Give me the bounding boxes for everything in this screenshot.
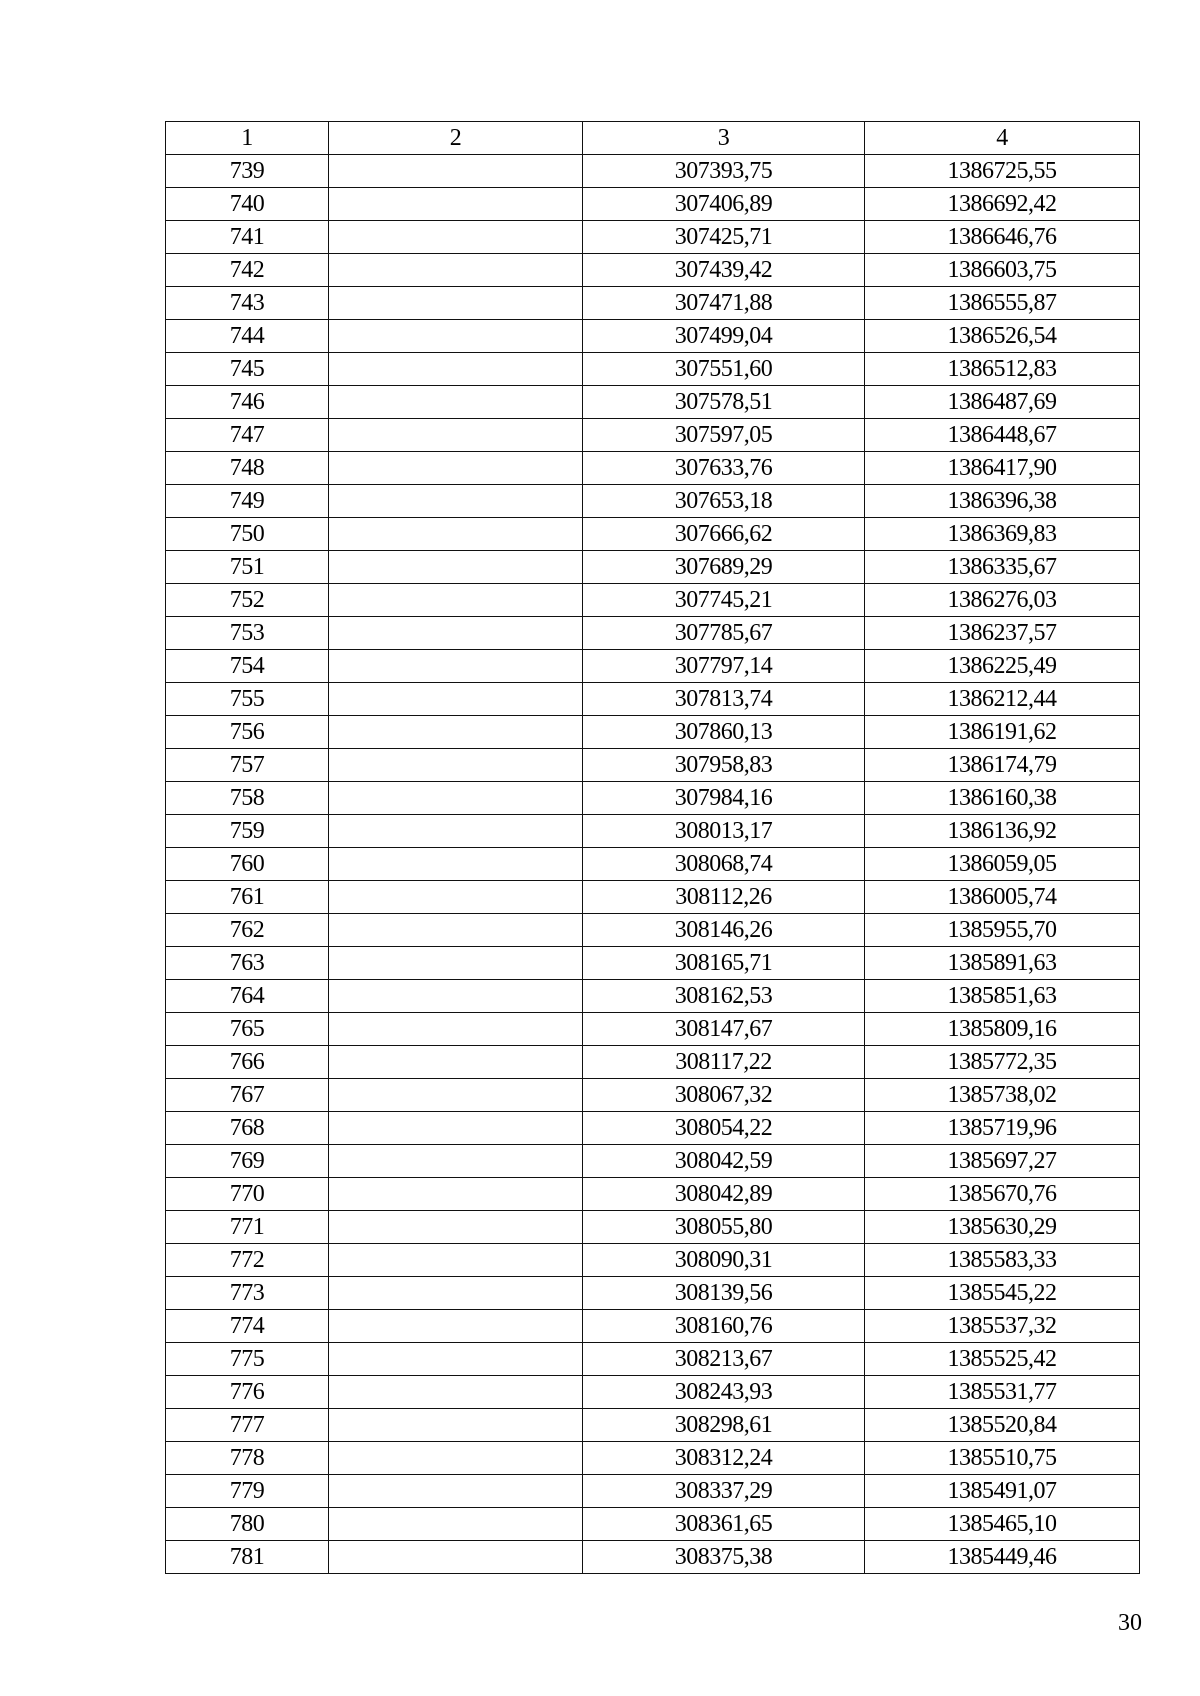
x-coordinate-cell: 308139,56 [583, 1277, 865, 1310]
y-coordinate-cell: 1385719,96 [865, 1112, 1140, 1145]
y-coordinate-cell: 1385545,22 [865, 1277, 1140, 1310]
y-coordinate-cell: 1386487,69 [865, 386, 1140, 419]
x-coordinate-cell: 307633,76 [583, 452, 865, 485]
x-coordinate-cell: 308013,17 [583, 815, 865, 848]
column-2-cell [329, 155, 583, 188]
x-coordinate-cell: 307578,51 [583, 386, 865, 419]
x-coordinate-cell: 307551,60 [583, 353, 865, 386]
point-number-cell: 751 [166, 551, 329, 584]
page-number: 30 [1118, 1610, 1142, 1636]
column-2-cell [329, 1541, 583, 1574]
y-coordinate-cell: 1385630,29 [865, 1211, 1140, 1244]
table-row [166, 1376, 1140, 1409]
table-row [166, 1178, 1140, 1211]
y-coordinate-cell: 1385465,10 [865, 1508, 1140, 1541]
y-coordinate-cell: 1386059,05 [865, 848, 1140, 881]
x-coordinate-cell: 308337,29 [583, 1475, 865, 1508]
column-2-cell [329, 1409, 583, 1442]
table-row [166, 452, 1140, 485]
x-coordinate-cell: 308213,67 [583, 1343, 865, 1376]
x-coordinate-cell: 307406,89 [583, 188, 865, 221]
point-number-cell: 779 [166, 1475, 329, 1508]
table-row [166, 881, 1140, 914]
coordinates-table [165, 121, 1140, 1574]
table-row [166, 518, 1140, 551]
y-coordinate-cell: 1386369,83 [865, 518, 1140, 551]
table-row [166, 485, 1140, 518]
point-number-cell: 742 [166, 254, 329, 287]
y-coordinate-cell: 1386692,42 [865, 188, 1140, 221]
x-coordinate-cell: 307797,14 [583, 650, 865, 683]
column-2-cell [329, 716, 583, 749]
x-coordinate-cell: 308312,24 [583, 1442, 865, 1475]
y-coordinate-cell: 1386005,74 [865, 881, 1140, 914]
x-coordinate-cell: 308068,74 [583, 848, 865, 881]
x-coordinate-cell: 308361,65 [583, 1508, 865, 1541]
y-coordinate-cell: 1386174,79 [865, 749, 1140, 782]
point-number-cell: 755 [166, 683, 329, 716]
point-number-cell: 746 [166, 386, 329, 419]
column-2-cell [329, 782, 583, 815]
table-row [166, 1475, 1140, 1508]
column-2-cell [329, 254, 583, 287]
column-2-cell [329, 1013, 583, 1046]
x-coordinate-cell: 308147,67 [583, 1013, 865, 1046]
table-row [166, 914, 1140, 947]
table-row [166, 1079, 1140, 1112]
y-coordinate-cell: 1386396,38 [865, 485, 1140, 518]
y-coordinate-cell: 1386225,49 [865, 650, 1140, 683]
point-number-cell: 764 [166, 980, 329, 1013]
column-2-cell [329, 815, 583, 848]
point-number-cell: 767 [166, 1079, 329, 1112]
point-number-cell: 744 [166, 320, 329, 353]
column-2-cell [329, 683, 583, 716]
y-coordinate-cell: 1386191,62 [865, 716, 1140, 749]
table-row [166, 1310, 1140, 1343]
y-coordinate-cell: 1386646,76 [865, 221, 1140, 254]
table-body [166, 155, 1140, 1574]
column-2-cell [329, 320, 583, 353]
y-coordinate-cell: 1385697,27 [865, 1145, 1140, 1178]
point-number-cell: 741 [166, 221, 329, 254]
x-coordinate-cell: 308162,53 [583, 980, 865, 1013]
y-coordinate-cell: 1385537,32 [865, 1310, 1140, 1343]
x-coordinate-cell: 307499,04 [583, 320, 865, 353]
point-number-cell: 747 [166, 419, 329, 452]
column-2-cell [329, 287, 583, 320]
point-number-cell: 743 [166, 287, 329, 320]
x-coordinate-cell: 308165,71 [583, 947, 865, 980]
column-2-cell [329, 188, 583, 221]
x-coordinate-cell: 308112,26 [583, 881, 865, 914]
x-coordinate-cell: 307653,18 [583, 485, 865, 518]
table-row [166, 683, 1140, 716]
column-2-cell [329, 1244, 583, 1277]
column-2-cell [329, 914, 583, 947]
point-number-cell: 753 [166, 617, 329, 650]
y-coordinate-cell: 1385670,76 [865, 1178, 1140, 1211]
point-number-cell: 752 [166, 584, 329, 617]
column-2-cell [329, 1046, 583, 1079]
point-number-cell: 745 [166, 353, 329, 386]
column-header-2: 2 [329, 122, 583, 155]
x-coordinate-cell: 308090,31 [583, 1244, 865, 1277]
column-header-1: 1 [166, 122, 329, 155]
y-coordinate-cell: 1386212,44 [865, 683, 1140, 716]
point-number-cell: 781 [166, 1541, 329, 1574]
column-2-cell [329, 1508, 583, 1541]
point-number-cell: 770 [166, 1178, 329, 1211]
column-2-cell [329, 353, 583, 386]
table-row [166, 551, 1140, 584]
table-row [166, 1013, 1140, 1046]
table-row [166, 980, 1140, 1013]
y-coordinate-cell: 1385583,33 [865, 1244, 1140, 1277]
y-coordinate-cell: 1385449,46 [865, 1541, 1140, 1574]
column-2-cell [329, 1475, 583, 1508]
y-coordinate-cell: 1385891,63 [865, 947, 1140, 980]
x-coordinate-cell: 307666,62 [583, 518, 865, 551]
y-coordinate-cell: 1385738,02 [865, 1079, 1140, 1112]
x-coordinate-cell: 308042,59 [583, 1145, 865, 1178]
x-coordinate-cell: 308055,80 [583, 1211, 865, 1244]
y-coordinate-cell: 1386512,83 [865, 353, 1140, 386]
table-row [166, 155, 1140, 188]
y-coordinate-cell: 1385809,16 [865, 1013, 1140, 1046]
column-2-cell [329, 1376, 583, 1409]
point-number-cell: 754 [166, 650, 329, 683]
x-coordinate-cell: 308160,76 [583, 1310, 865, 1343]
y-coordinate-cell: 1386448,67 [865, 419, 1140, 452]
point-number-cell: 771 [166, 1211, 329, 1244]
column-2-cell [329, 1079, 583, 1112]
point-number-cell: 773 [166, 1277, 329, 1310]
table-row [166, 1244, 1140, 1277]
x-coordinate-cell: 307471,88 [583, 287, 865, 320]
column-2-cell [329, 848, 583, 881]
table-row [166, 1046, 1140, 1079]
point-number-cell: 761 [166, 881, 329, 914]
point-number-cell: 749 [166, 485, 329, 518]
column-header-4: 4 [865, 122, 1140, 155]
table-row [166, 1211, 1140, 1244]
y-coordinate-cell: 1386555,87 [865, 287, 1140, 320]
table-row [166, 782, 1140, 815]
x-coordinate-cell: 308117,22 [583, 1046, 865, 1079]
column-2-cell [329, 947, 583, 980]
table-row [166, 584, 1140, 617]
y-coordinate-cell: 1385491,07 [865, 1475, 1140, 1508]
table-row [166, 1145, 1140, 1178]
column-2-cell [329, 881, 583, 914]
x-coordinate-cell: 307813,74 [583, 683, 865, 716]
header-row [166, 122, 1140, 155]
x-coordinate-cell: 307439,42 [583, 254, 865, 287]
point-number-cell: 776 [166, 1376, 329, 1409]
x-coordinate-cell: 307425,71 [583, 221, 865, 254]
x-coordinate-cell: 308243,93 [583, 1376, 865, 1409]
table-row [166, 650, 1140, 683]
table-row [166, 947, 1140, 980]
point-number-cell: 748 [166, 452, 329, 485]
y-coordinate-cell: 1386136,92 [865, 815, 1140, 848]
point-number-cell: 772 [166, 1244, 329, 1277]
point-number-cell: 780 [166, 1508, 329, 1541]
column-2-cell [329, 617, 583, 650]
column-2-cell [329, 1277, 583, 1310]
column-2-cell [329, 1343, 583, 1376]
table-row [166, 419, 1140, 452]
column-2-cell [329, 584, 583, 617]
point-number-cell: 765 [166, 1013, 329, 1046]
y-coordinate-cell: 1386335,67 [865, 551, 1140, 584]
x-coordinate-cell: 307984,16 [583, 782, 865, 815]
table-row [166, 848, 1140, 881]
table-row [166, 1541, 1140, 1574]
column-2-cell [329, 1310, 583, 1343]
column-2-cell [329, 1442, 583, 1475]
point-number-cell: 762 [166, 914, 329, 947]
column-2-cell [329, 221, 583, 254]
column-2-cell [329, 386, 583, 419]
y-coordinate-cell: 1385525,42 [865, 1343, 1140, 1376]
point-number-cell: 763 [166, 947, 329, 980]
point-number-cell: 774 [166, 1310, 329, 1343]
column-header-3: 3 [583, 122, 865, 155]
x-coordinate-cell: 308042,89 [583, 1178, 865, 1211]
point-number-cell: 739 [166, 155, 329, 188]
column-2-cell [329, 1112, 583, 1145]
y-coordinate-cell: 1386276,03 [865, 584, 1140, 617]
column-2-cell [329, 551, 583, 584]
column-2-cell [329, 980, 583, 1013]
x-coordinate-cell: 308298,61 [583, 1409, 865, 1442]
point-number-cell: 775 [166, 1343, 329, 1376]
y-coordinate-cell: 1385955,70 [865, 914, 1140, 947]
x-coordinate-cell: 308054,22 [583, 1112, 865, 1145]
y-coordinate-cell: 1386725,55 [865, 155, 1140, 188]
point-number-cell: 777 [166, 1409, 329, 1442]
y-coordinate-cell: 1385531,77 [865, 1376, 1140, 1409]
point-number-cell: 768 [166, 1112, 329, 1145]
table-row [166, 749, 1140, 782]
x-coordinate-cell: 308146,26 [583, 914, 865, 947]
y-coordinate-cell: 1386160,38 [865, 782, 1140, 815]
table-row [166, 716, 1140, 749]
y-coordinate-cell: 1386603,75 [865, 254, 1140, 287]
column-2-cell [329, 1211, 583, 1244]
x-coordinate-cell: 307597,05 [583, 419, 865, 452]
table-row [166, 221, 1140, 254]
x-coordinate-cell: 307958,83 [583, 749, 865, 782]
point-number-cell: 760 [166, 848, 329, 881]
point-number-cell: 750 [166, 518, 329, 551]
point-number-cell: 740 [166, 188, 329, 221]
point-number-cell: 769 [166, 1145, 329, 1178]
x-coordinate-cell: 308067,32 [583, 1079, 865, 1112]
column-2-cell [329, 518, 583, 551]
y-coordinate-cell: 1385510,75 [865, 1442, 1140, 1475]
column-2-cell [329, 749, 583, 782]
y-coordinate-cell: 1385772,35 [865, 1046, 1140, 1079]
table-row [166, 353, 1140, 386]
x-coordinate-cell: 307785,67 [583, 617, 865, 650]
table-row [166, 386, 1140, 419]
x-coordinate-cell: 307860,13 [583, 716, 865, 749]
point-number-cell: 757 [166, 749, 329, 782]
y-coordinate-cell: 1385851,63 [865, 980, 1140, 1013]
x-coordinate-cell: 307745,21 [583, 584, 865, 617]
table-row [166, 254, 1140, 287]
x-coordinate-cell: 308375,38 [583, 1541, 865, 1574]
y-coordinate-cell: 1386526,54 [865, 320, 1140, 353]
table-row [166, 1442, 1140, 1475]
column-2-cell [329, 650, 583, 683]
point-number-cell: 756 [166, 716, 329, 749]
table-row [166, 815, 1140, 848]
table-row [166, 188, 1140, 221]
point-number-cell: 778 [166, 1442, 329, 1475]
x-coordinate-cell: 307689,29 [583, 551, 865, 584]
table-row [166, 320, 1140, 353]
point-number-cell: 758 [166, 782, 329, 815]
table-row [166, 617, 1140, 650]
table-row [166, 1277, 1140, 1310]
y-coordinate-cell: 1385520,84 [865, 1409, 1140, 1442]
column-2-cell [329, 419, 583, 452]
column-2-cell [329, 452, 583, 485]
column-2-cell [329, 1178, 583, 1211]
column-2-cell [329, 485, 583, 518]
column-2-cell [329, 1145, 583, 1178]
table-row [166, 1508, 1140, 1541]
point-number-cell: 759 [166, 815, 329, 848]
table-row [166, 1112, 1140, 1145]
x-coordinate-cell: 307393,75 [583, 155, 865, 188]
table-row [166, 1343, 1140, 1376]
y-coordinate-cell: 1386237,57 [865, 617, 1140, 650]
y-coordinate-cell: 1386417,90 [865, 452, 1140, 485]
table-row [166, 287, 1140, 320]
table-row [166, 1409, 1140, 1442]
point-number-cell: 766 [166, 1046, 329, 1079]
